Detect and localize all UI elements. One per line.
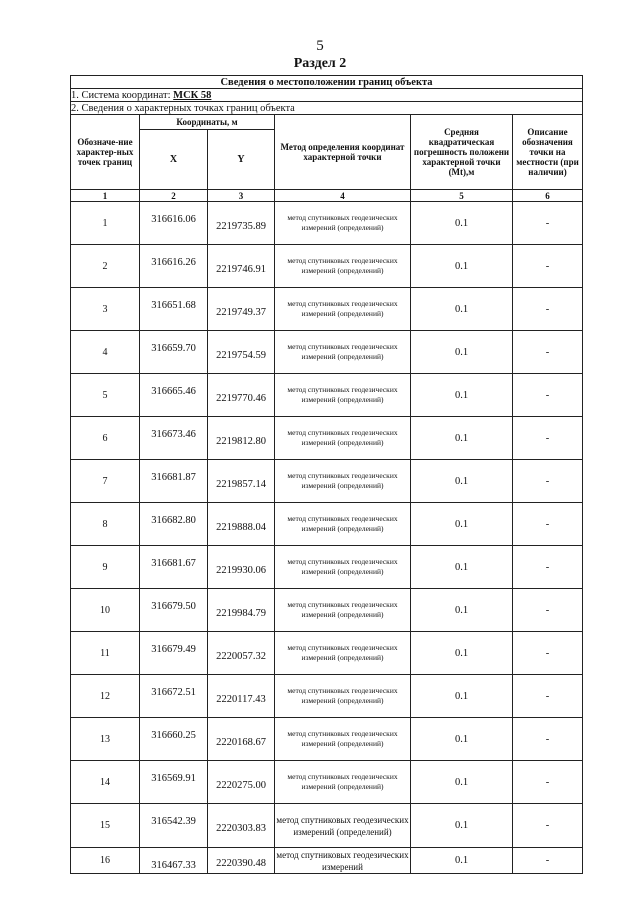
error-value: 0.1 [411, 460, 513, 503]
method-cell: метод спутниковых геодезических измерений (определений) [275, 417, 411, 460]
table-row [71, 417, 583, 460]
error-value: 0.1 [411, 546, 513, 589]
table-row [71, 288, 583, 331]
points-label: 2. Сведения о характерных точках границ объекта [71, 102, 583, 115]
point-number: 14 [71, 761, 140, 804]
table-row [71, 460, 583, 503]
coord-system [71, 89, 583, 102]
header-designation: Обозначе-ние характер-ных точек границ [71, 115, 140, 190]
coord-y: 2220275.00 [208, 761, 275, 804]
table-row [71, 761, 583, 804]
point-number: 9 [71, 546, 140, 589]
error-value: 0.1 [411, 718, 513, 761]
error-value: 0.1 [411, 331, 513, 374]
coord-x: 316665.46 [140, 374, 208, 417]
table-title: Сведения о местоположении границ объекта [71, 76, 583, 89]
coord-system-value: МСК 58 [173, 89, 212, 101]
coord-y: 2220057.32 [208, 632, 275, 675]
method-cell: метод спутниковых геодезических измерений (определений) [275, 761, 411, 804]
coord-system-row [71, 89, 583, 102]
boundary-points-table [70, 75, 583, 874]
coord-system-label: 1. Система координат: [71, 89, 174, 101]
table-row [71, 503, 583, 546]
coord-y: 2219930.06 [208, 546, 275, 589]
table-title-row [71, 76, 583, 89]
point-description: - [513, 503, 583, 546]
header-x: X [140, 130, 208, 190]
coord-x: 316679.50 [140, 589, 208, 632]
points-label-row [71, 102, 583, 115]
table-row [71, 848, 583, 874]
coord-y: 2219812.80 [208, 417, 275, 460]
coord-y: 2219857.14 [208, 460, 275, 503]
coord-y: 2219984.79 [208, 589, 275, 632]
coord-x: 316681.87 [140, 460, 208, 503]
table-row [71, 589, 583, 632]
coord-x: 316651.68 [140, 288, 208, 331]
point-description: - [513, 718, 583, 761]
column-number: 4 [275, 190, 411, 202]
coord-x: 316659.70 [140, 331, 208, 374]
coord-x: 316679.49 [140, 632, 208, 675]
point-description: - [513, 546, 583, 589]
point-number: 16 [71, 848, 140, 874]
coord-x: 316673.46 [140, 417, 208, 460]
coord-y: 2220117.43 [208, 675, 275, 718]
error-value: 0.1 [411, 245, 513, 288]
method-cell: метод спутниковых геодезических измерений (определений) [275, 288, 411, 331]
method-cell: метод спутниковых геодезических измерений (определений) [275, 718, 411, 761]
point-number: 6 [71, 417, 140, 460]
method-cell: метод спутниковых геодезических измерений (определений) [275, 374, 411, 417]
coord-y: 2220168.67 [208, 718, 275, 761]
table-row [71, 675, 583, 718]
coord-x: 316569.91 [140, 761, 208, 804]
table-row [71, 632, 583, 675]
point-description: - [513, 589, 583, 632]
page-number: 5 [316, 38, 324, 54]
coord-y: 2219888.04 [208, 503, 275, 546]
table-row [71, 202, 583, 245]
header-method: Метод определения координат характерной точки [275, 115, 411, 190]
table-row [71, 374, 583, 417]
column-numbers-row [71, 190, 583, 202]
point-number: 11 [71, 632, 140, 675]
point-description: - [513, 848, 583, 874]
table-row [71, 804, 583, 848]
point-description: - [513, 675, 583, 718]
point-number: 2 [71, 245, 140, 288]
column-number: 5 [411, 190, 513, 202]
point-description: - [513, 331, 583, 374]
coord-x: 316616.26 [140, 245, 208, 288]
point-description: - [513, 460, 583, 503]
coord-x: 316672.51 [140, 675, 208, 718]
coord-y: 2219746.91 [208, 245, 275, 288]
point-number: 1 [71, 202, 140, 245]
point-description: - [513, 632, 583, 675]
coord-y: 2219735.89 [208, 202, 275, 245]
point-number: 15 [71, 804, 140, 848]
point-description: - [513, 417, 583, 460]
table-row [71, 546, 583, 589]
method-cell: метод спутниковых геодезических измерений (определений) [275, 546, 411, 589]
error-value: 0.1 [411, 589, 513, 632]
point-number: 13 [71, 718, 140, 761]
error-value: 0.1 [411, 503, 513, 546]
point-description: - [513, 245, 583, 288]
error-value: 0.1 [411, 288, 513, 331]
coord-y: 2220390.48 [208, 848, 275, 874]
error-value: 0.1 [411, 761, 513, 804]
method-cell: метод спутниковых геодезических измерений (определений) [275, 245, 411, 288]
point-description: - [513, 202, 583, 245]
coord-x: 316682.80 [140, 503, 208, 546]
header-coordinates: Координаты, м [140, 115, 275, 130]
point-description: - [513, 761, 583, 804]
point-number: 3 [71, 288, 140, 331]
coord-x: 316616.06 [140, 202, 208, 245]
method-cell: метод спутниковых геодезических измерений [276, 849, 409, 872]
column-number: 6 [513, 190, 583, 202]
point-number: 5 [71, 374, 140, 417]
error-value: 0.1 [411, 848, 513, 874]
column-number: 3 [208, 190, 275, 202]
method-cell: метод спутниковых геодезических измерений (определений) [275, 804, 411, 848]
error-value: 0.1 [411, 675, 513, 718]
header-description: Описание обозначения точки на местности (при наличии) [513, 115, 583, 190]
point-description: - [513, 804, 583, 848]
method-cell: метод спутниковых геодезических измерений (определений) [275, 632, 411, 675]
point-number: 4 [71, 331, 140, 374]
point-number: 10 [71, 589, 140, 632]
point-description: - [513, 374, 583, 417]
point-description: - [513, 288, 583, 331]
coord-y: 2219754.59 [208, 331, 275, 374]
method-cell: метод спутниковых геодезических измерений (определений) [275, 503, 411, 546]
section-title: Раздел 2 [293, 56, 347, 71]
coord-y: 2219749.37 [208, 288, 275, 331]
error-value: 0.1 [411, 374, 513, 417]
error-value: 0.1 [411, 632, 513, 675]
coord-x: 316660.25 [140, 718, 208, 761]
column-number: 1 [71, 190, 140, 202]
point-number: 8 [71, 503, 140, 546]
table-row [71, 331, 583, 374]
point-number: 7 [71, 460, 140, 503]
coord-y: 2219770.46 [208, 374, 275, 417]
coord-x: 316542.39 [140, 804, 208, 848]
method-cell: метод спутниковых геодезических измерений (определений) [275, 331, 411, 374]
table-row [71, 245, 583, 288]
column-number: 2 [140, 190, 208, 202]
method-cell: метод спутниковых геодезических измерений (определений) [275, 589, 411, 632]
header-y: Y [208, 130, 275, 190]
error-value: 0.1 [411, 202, 513, 245]
coord-x: 316681.67 [140, 546, 208, 589]
table-row [71, 718, 583, 761]
method-cell: метод спутниковых геодезических измерений (определений) [275, 202, 411, 245]
coord-y: 2220303.83 [208, 804, 275, 848]
point-number: 12 [71, 675, 140, 718]
method-cell: метод спутниковых геодезических измерений (определений) [275, 460, 411, 503]
error-value: 0.1 [411, 417, 513, 460]
coord-x: 316467.33 [140, 848, 208, 874]
method-cell: метод спутниковых геодезических измерений (определений) [275, 675, 411, 718]
header-row-1 [71, 115, 583, 130]
header-error: Средняя квадратическая погрешность положени характерной точки (Mt),м [411, 115, 513, 190]
error-value: 0.1 [411, 804, 513, 848]
